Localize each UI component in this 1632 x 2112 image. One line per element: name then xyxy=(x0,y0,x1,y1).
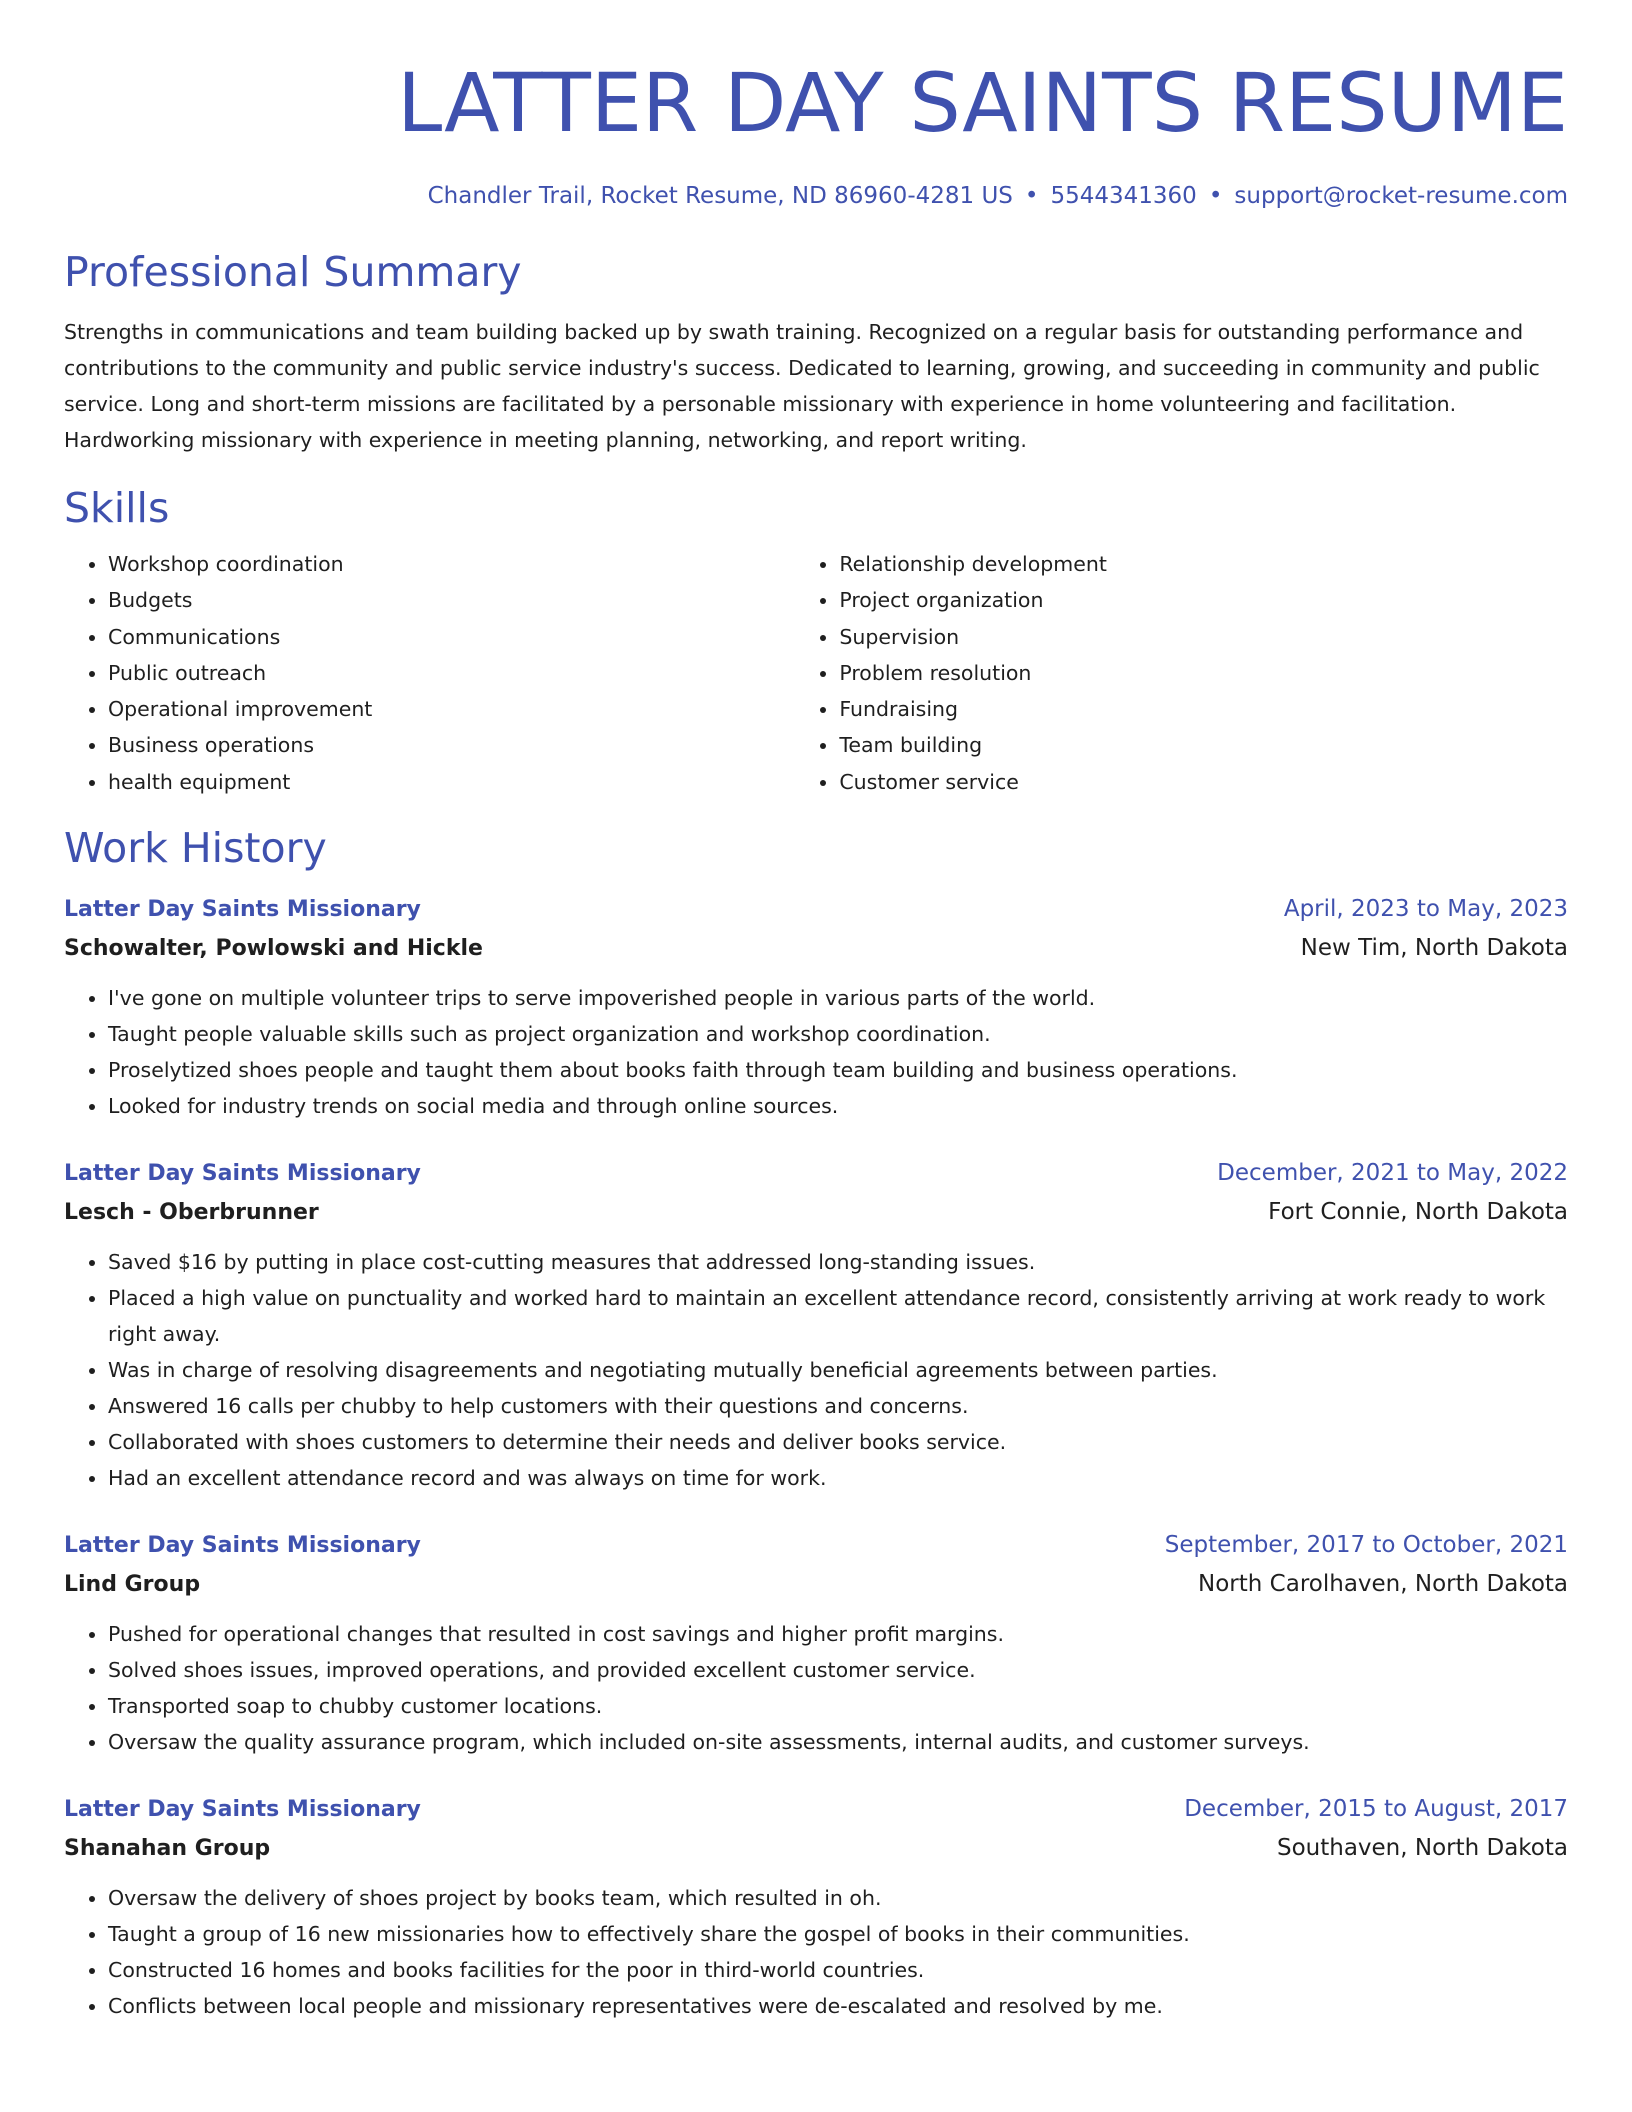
job-company-row xyxy=(64,1829,1568,1868)
skill-item: • Relationship development xyxy=(839,546,1568,582)
job-bullets xyxy=(64,980,1568,1124)
job-company-row xyxy=(64,1193,1568,1232)
job-bullet: • Oversaw the delivery of shoes project by books team, which resulted in oh. xyxy=(108,1880,1568,1916)
job-company-row xyxy=(64,1565,1568,1604)
resume-page xyxy=(64,0,1568,2024)
job-bullet: • I've gone on multiple volunteer trips to serve impoverished people in various parts of the world. xyxy=(108,980,1568,1016)
skills-list xyxy=(64,546,1568,800)
job-bullet: • Collaborated with shoes customers to determine their needs and deliver books service. xyxy=(108,1424,1568,1460)
job-dates: December, 2021 to May, 2022 xyxy=(1217,1160,1568,1187)
skill-item: • Budgets xyxy=(108,582,795,618)
job-dates: December, 2015 to August, 2017 xyxy=(1184,1796,1568,1823)
skill-item: • health equipment xyxy=(108,764,795,800)
job-dates: April, 2023 to May, 2023 xyxy=(1283,896,1568,923)
job-bullet: • Conflicts between local people and missionary representatives were de-escalated and resolved by me. xyxy=(108,1988,1568,2024)
work-history-section-title: Work History xyxy=(64,824,327,873)
job-location: Southaven, North Dakota xyxy=(1276,1835,1568,1862)
job-bullet: • Taught a group of 16 new missionaries how to effectively share the gospel of books in their communities. xyxy=(108,1916,1568,1952)
job-location: New Tim, North Dakota xyxy=(1300,935,1568,962)
job-header-row xyxy=(64,1790,1568,1829)
job-title: Latter Day Saints Missionary xyxy=(64,1533,421,1559)
separator-dot: • xyxy=(1024,183,1039,209)
skill-item: • Business operations xyxy=(108,727,795,763)
job-entry xyxy=(64,1790,1568,2024)
job-bullet: • Proselytized shoes people and taught them about books faith through team building and business operations. xyxy=(108,1052,1568,1088)
job-entry xyxy=(64,1526,1568,1760)
skill-item: • Fundraising xyxy=(839,691,1568,727)
skills-column-right xyxy=(795,546,1568,800)
skill-item: • Operational improvement xyxy=(108,691,795,727)
job-title: Latter Day Saints Missionary xyxy=(64,897,421,923)
job-bullet: • Constructed 16 homes and books facilities for the poor in third-world countries. xyxy=(108,1952,1568,1988)
job-title: Latter Day Saints Missionary xyxy=(64,1161,421,1187)
job-title: Latter Day Saints Missionary xyxy=(64,1797,421,1823)
skills-section-title: Skills xyxy=(64,484,170,532)
summary-paragraph: Strengths in communications and team building backed up by swath training. Recognized on a regular basis for outstanding performance and contributions to the community and public service industry's success. Dedicated to learning, growing, and succeeding in community and public service. Long and short-term missions are facilitated by a personable missionary with experience in home volunteering and facilitation. Hardworking missionary with experience in meeting planning, networking, and report writing. xyxy=(64,320,1540,452)
job-entry xyxy=(64,1154,1568,1496)
skill-item: • Workshop coordination xyxy=(108,546,795,582)
job-bullet: • Saved $16 by putting in place cost-cutting measures that addressed long-standing issues. xyxy=(108,1244,1568,1280)
job-location: Fort Connie, North Dakota xyxy=(1268,1199,1568,1226)
job-header-row xyxy=(64,1526,1568,1565)
skills-column-left xyxy=(64,546,795,800)
phone-text: 5544341360 xyxy=(1050,183,1197,209)
job-bullet: • Oversaw the quality assurance program, which included on-site assessments, internal audits, and customer surveys. xyxy=(108,1724,1568,1760)
job-bullet: • Taught people valuable skills such as project organization and workshop coordination. xyxy=(108,1016,1568,1052)
job-bullet: • Had an excellent attendance record and was always on time for work. xyxy=(108,1460,1568,1496)
skill-item: • Problem resolution xyxy=(839,655,1568,691)
job-location: North Carolhaven, North Dakota xyxy=(1198,1571,1568,1598)
job-bullets xyxy=(64,1616,1568,1760)
resume-name-heading: LATTER DAY SAINTS RESUME xyxy=(397,57,1568,151)
job-bullet: • Looked for industry trends on social media and through online sources. xyxy=(108,1088,1568,1124)
job-header-row xyxy=(64,1154,1568,1193)
email-link[interactable]: support@rocket-resume.com xyxy=(1234,183,1568,209)
job-bullet: • Placed a high value on punctuality and worked hard to maintain an excellent attendance record, consistently arriving at work ready to work right away. xyxy=(108,1280,1568,1352)
skill-item: • Project organization xyxy=(839,582,1568,618)
job-bullets xyxy=(64,1880,1568,2024)
job-entry xyxy=(64,890,1568,1124)
contact-line xyxy=(64,180,1568,212)
job-bullet: • Solved shoes issues, improved operations, and provided excellent customer service. xyxy=(108,1652,1568,1688)
company-name: Shanahan Group xyxy=(64,1836,271,1862)
address-text: Chandler Trail, Rocket Resume, ND 86960-4281 US xyxy=(427,183,1013,209)
job-bullet: • Pushed for operational changes that resulted in cost savings and higher profit margins. xyxy=(108,1616,1568,1652)
summary-section-title: Professional Summary xyxy=(64,248,522,296)
skill-item: • Supervision xyxy=(839,619,1568,655)
job-bullets xyxy=(64,1244,1568,1496)
skill-item: • Communications xyxy=(108,619,795,655)
job-company-row xyxy=(64,929,1568,968)
skill-item: • Public outreach xyxy=(108,655,795,691)
company-name: Lesch - Oberbrunner xyxy=(64,1200,319,1226)
skill-item: • Customer service xyxy=(839,764,1568,800)
job-bullet: • Transported soap to chubby customer locations. xyxy=(108,1688,1568,1724)
job-header-row xyxy=(64,890,1568,929)
skill-item: • Team building xyxy=(839,727,1568,763)
separator-dot: • xyxy=(1208,183,1223,209)
company-name: Lind Group xyxy=(64,1572,201,1598)
company-name: Schowalter, Powlowski and Hickle xyxy=(64,936,483,962)
job-dates: September, 2017 to October, 2021 xyxy=(1164,1532,1568,1559)
job-bullet: • Answered 16 calls per chubby to help customers with their questions and concerns. xyxy=(108,1388,1568,1424)
job-bullet: • Was in charge of resolving disagreements and negotiating mutually beneficial agreements between parties. xyxy=(108,1352,1568,1388)
